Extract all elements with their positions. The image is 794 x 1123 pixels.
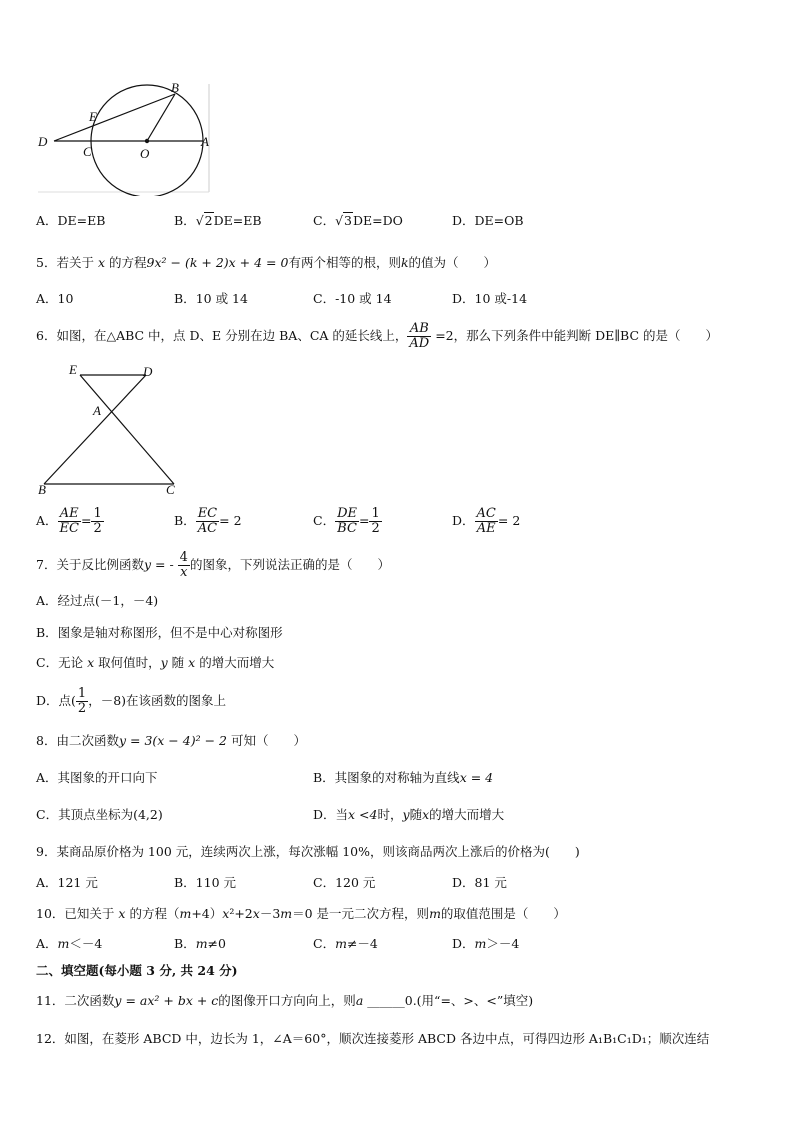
section-heading: 二、填空题(每小题 3 分, 共 24 分) xyxy=(36,963,238,978)
label-D: D xyxy=(38,134,48,149)
q6-option-d: D． $\frac{AC}{AE}$ = 2 xyxy=(452,506,521,536)
label-A: A xyxy=(93,403,101,418)
q10-stem: 10．已知关于 x 的方程（m+4）x²+2x－3m＝0 是一元二次方程，则m的取值范围是（ ） xyxy=(36,906,566,921)
q8-option-d: D．当x <4时，y随x的增大而增大 xyxy=(313,807,505,822)
q8-option-c: C．其顶点坐标为(4,2) xyxy=(36,807,163,822)
q10-option-d: D．m＞－4 xyxy=(452,936,520,951)
q6-stem: 6．如图，在△ABC 中，点 D、E 分别在边 BA、CA 的延长线上， $\frac{AB}{AD}$ =2，那么下列条件中能判断 DE∥BC 的是（ ） xyxy=(36,321,718,351)
q6-option-a: A． $\frac{AE}{EC}$ = $\frac{1}{2}$ xyxy=(36,506,102,536)
q4-option-c: C．√3DE=DO xyxy=(313,213,403,228)
q9-option-b: B．110 元 xyxy=(174,875,237,890)
q9-stem: 9．某商品原价格为 100 元，连续两次上涨，每次涨幅 10%，则该商品两次上涨后的价格为( ) xyxy=(36,844,580,859)
hourglass-figure xyxy=(34,360,184,500)
circle-figure xyxy=(36,80,216,196)
q10-option-c: C．m≠－4 xyxy=(313,936,378,951)
q5-option-a: A．10 xyxy=(36,291,74,306)
q7-option-a: A．经过点(－1，－4) xyxy=(36,593,159,608)
q9-option-c: C．120 元 xyxy=(313,875,376,890)
q10-option-b: B．m≠0 xyxy=(174,936,226,951)
q5-option-c: C．-10 或 14 xyxy=(313,291,392,306)
label-A: A xyxy=(201,134,209,149)
q5-stem: 5．若关于 x 的方程9x² − (k + 2)x + 4 = 0有两个相等的根，则k的值为（ ） xyxy=(36,255,497,270)
q11-stem: 11．二次函数y = ax² + bx + c的图像开口方向向上，则a ______0.(用“=、>、<”填空) xyxy=(36,993,534,1008)
q7-option-c: C．无论 x 取何值时，y 随 x 的增大而增大 xyxy=(36,655,275,670)
q8-stem: 8．由二次函数y = 3(x − 4)² − 2 可知（ ） xyxy=(36,733,306,748)
label-O: O xyxy=(140,146,150,161)
q7-option-b: B．图象是轴对称图形，但不是中心对称图形 xyxy=(36,625,283,640)
q4-option-d: D．DE=OB xyxy=(452,213,524,228)
label-D: D xyxy=(143,364,153,379)
label-C: C xyxy=(83,144,92,159)
q8-option-b: B．其图象的对称轴为直线x = 4 xyxy=(313,770,494,785)
q12-stem: 12．如图，在菱形 ABCD 中，边长为 1，∠A＝60°，顺次连接菱形 ABCD 各边中点，可得四边形 A₁B₁C₁D₁；顺次连结 xyxy=(36,1031,710,1046)
q8-option-a: A．其图象的开口向下 xyxy=(36,770,158,785)
q7-option-d: D．点( $\frac{1}{2}$ ，－8)在该函数的图象上 xyxy=(36,686,227,716)
q6-option-c: C． $\frac{DE}{BC}$ = $\frac{1}{2}$ xyxy=(313,506,380,536)
label-E: E xyxy=(69,362,77,377)
q5-option-b: B．10 或 14 xyxy=(174,291,248,306)
q9-option-d: D．81 元 xyxy=(452,875,507,890)
label-E: E xyxy=(89,109,97,124)
q4-option-a: A．DE=EB xyxy=(36,213,106,228)
q7-stem: 7．关于反比例函数y = - $\frac{4}{x}$ 的图象，下列说法正确的是（ ） xyxy=(36,550,390,580)
label-B: B xyxy=(38,482,46,497)
q10-option-a: A．m＜－4 xyxy=(36,936,103,951)
q6-option-b: B． $\frac{EC}{AC}$ = 2 xyxy=(174,506,242,536)
label-C: C xyxy=(166,482,175,497)
q4-option-b: B．√2DE=EB xyxy=(174,213,262,228)
q5-option-d: D．10 或-14 xyxy=(452,291,528,306)
q9-option-a: A．121 元 xyxy=(36,875,98,890)
label-B: B xyxy=(171,80,179,95)
